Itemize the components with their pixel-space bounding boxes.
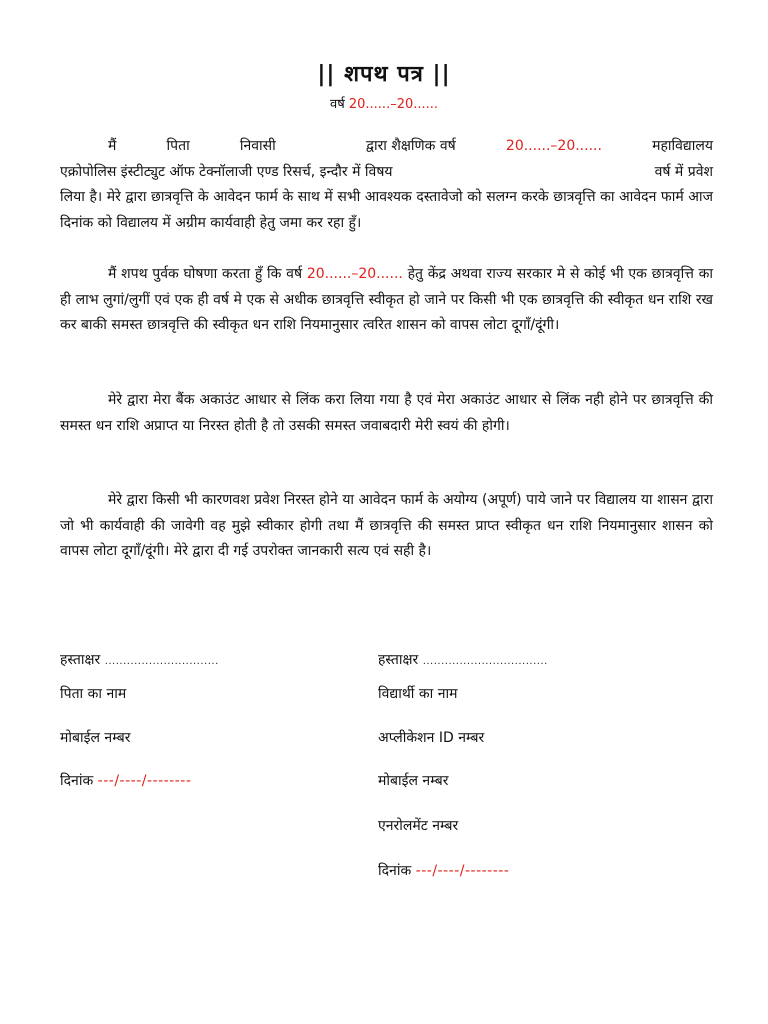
student-name-label: विद्यार्थी का नाम — [378, 686, 458, 702]
para1-institute-text: एक्रोपोलिस इंस्टीट्युट ऑफ टेक्नॉलाजी एण्ड रिसर्च, इन्दौर में विषय — [60, 163, 393, 180]
para1-year-value: 20......–20...... — [505, 138, 602, 154]
para1-admission-text: वर्ष में प्रवेश — [654, 163, 713, 180]
right-signature-dots: .................................. — [422, 656, 548, 667]
left-date-label: दिनांक — [60, 773, 94, 789]
paragraph-3 — [60, 388, 713, 439]
para1-rest-text: लिया है। मेरे द्वारा छात्रवृत्ति के आवेदन फार्म के साथ में सभी आवश्यक दस्तावेजो को सलग्न करके छात्रवृत्ति का आवेदन फार्म आज दिनांक को विद्यालय में अग्रीम कार्यवाही हेतु जमा कर रहा हुॅं। — [60, 189, 713, 231]
right-signature-label: हस्ताक्षर — [378, 652, 419, 668]
paragraph-1 — [60, 134, 713, 236]
para4-text: मेरे द्वारा किसी भी कारणवश प्रवेश निरस्त होने या आवेदन फार्म के अयोग्य (अपूर्ण) पाये जाने पर विद्यालय या शासन द्वारा जो भी कार्यवाही की जावेगी वह मुझे स्वीकार होगी तथा मैं छात्रवृत्ति की समस्त प्राप्त स्वीकृत धन राशि नियमानुसार शासन को वापस लोटा दूगॉं/दूंगी। मेरे द्वारा दी गई उपरोक्त जानकारी सत्य एवं सही है। — [60, 492, 713, 559]
application-id-label: अप्लीकेशन ID नम्बर — [378, 730, 485, 746]
father-name-label: पिता का नाम — [60, 686, 127, 702]
left-signature-dots: ............................... — [104, 656, 219, 667]
paragraph-1-line-1 — [60, 134, 713, 160]
year-value: 20......–20...... — [348, 97, 439, 112]
paragraph-2 — [60, 262, 713, 339]
right-date-value: ---/----/-------- — [415, 863, 510, 879]
paragraph-4 — [60, 488, 713, 565]
right-mobile-label: मोबाईल नम्बर — [378, 773, 449, 789]
para1-word-father: पिता — [166, 138, 190, 154]
paragraph-1-line-2 — [60, 160, 713, 186]
right-date-line — [378, 861, 509, 880]
para1-word-main: मैं — [108, 138, 117, 154]
para2-rest-text: हेतु केंद्र अथवा राज्य सरकार मे से कोई भी एक छात्रवृत्ति का ही लाभ लुगां/लुगीं एवं एक ही वर्ष मे एक से अधीक छात्रवृत्ति स्वीकृत हो जाने पर किसी भी एक छात्रवृत्ति की स्वीकृत धन राशि रख कर बाकी समस्त छात्रवृत्ति की स्वीकृत धन राशि नियमानुसार त्वरित शासन को वापस लोटा दूगॉं/दूंगी। — [60, 266, 714, 333]
para2-year-value: 20......–20...... — [306, 266, 403, 282]
document-title: || शपथ पत्र || — [317, 62, 451, 87]
left-date-line — [60, 771, 191, 790]
year-label: वर्ष — [329, 97, 345, 112]
left-signature-label: हस्ताक्षर — [60, 652, 101, 668]
enrolment-number-label: एनरोलमेंट नम्बर — [378, 818, 459, 834]
para1-word-resident: निवासी — [239, 138, 276, 154]
left-mobile-label: मोबाईल नम्बर — [60, 730, 131, 746]
left-date-value: ---/----/-------- — [97, 773, 192, 789]
year-line — [0, 94, 768, 112]
para1-academic-year-label: द्वारा शैक्षणिक वर्ष — [365, 138, 456, 154]
right-date-label: दिनांक — [378, 863, 412, 879]
para3-text: मेरे द्वारा मेरा बैंक अकाउंट आधार से लिंक करा लिया गया है एवं मेरा अकाउंट आधार से लिंक नही होने पर छात्रवृत्ति की समस्त धन राशि अप्राप्त या निरस्त होती है तो उसकी समस्त जवाबदारी मेरी स्वयं की होगी। — [60, 392, 713, 434]
right-signature-line — [378, 650, 548, 669]
para2-start-text: मैं शपथ पुर्वक घोषणा करता हुॅं कि वर्ष — [108, 266, 303, 282]
para1-word-college: महाविद्यालय — [652, 138, 713, 154]
left-signature-line — [60, 650, 219, 669]
